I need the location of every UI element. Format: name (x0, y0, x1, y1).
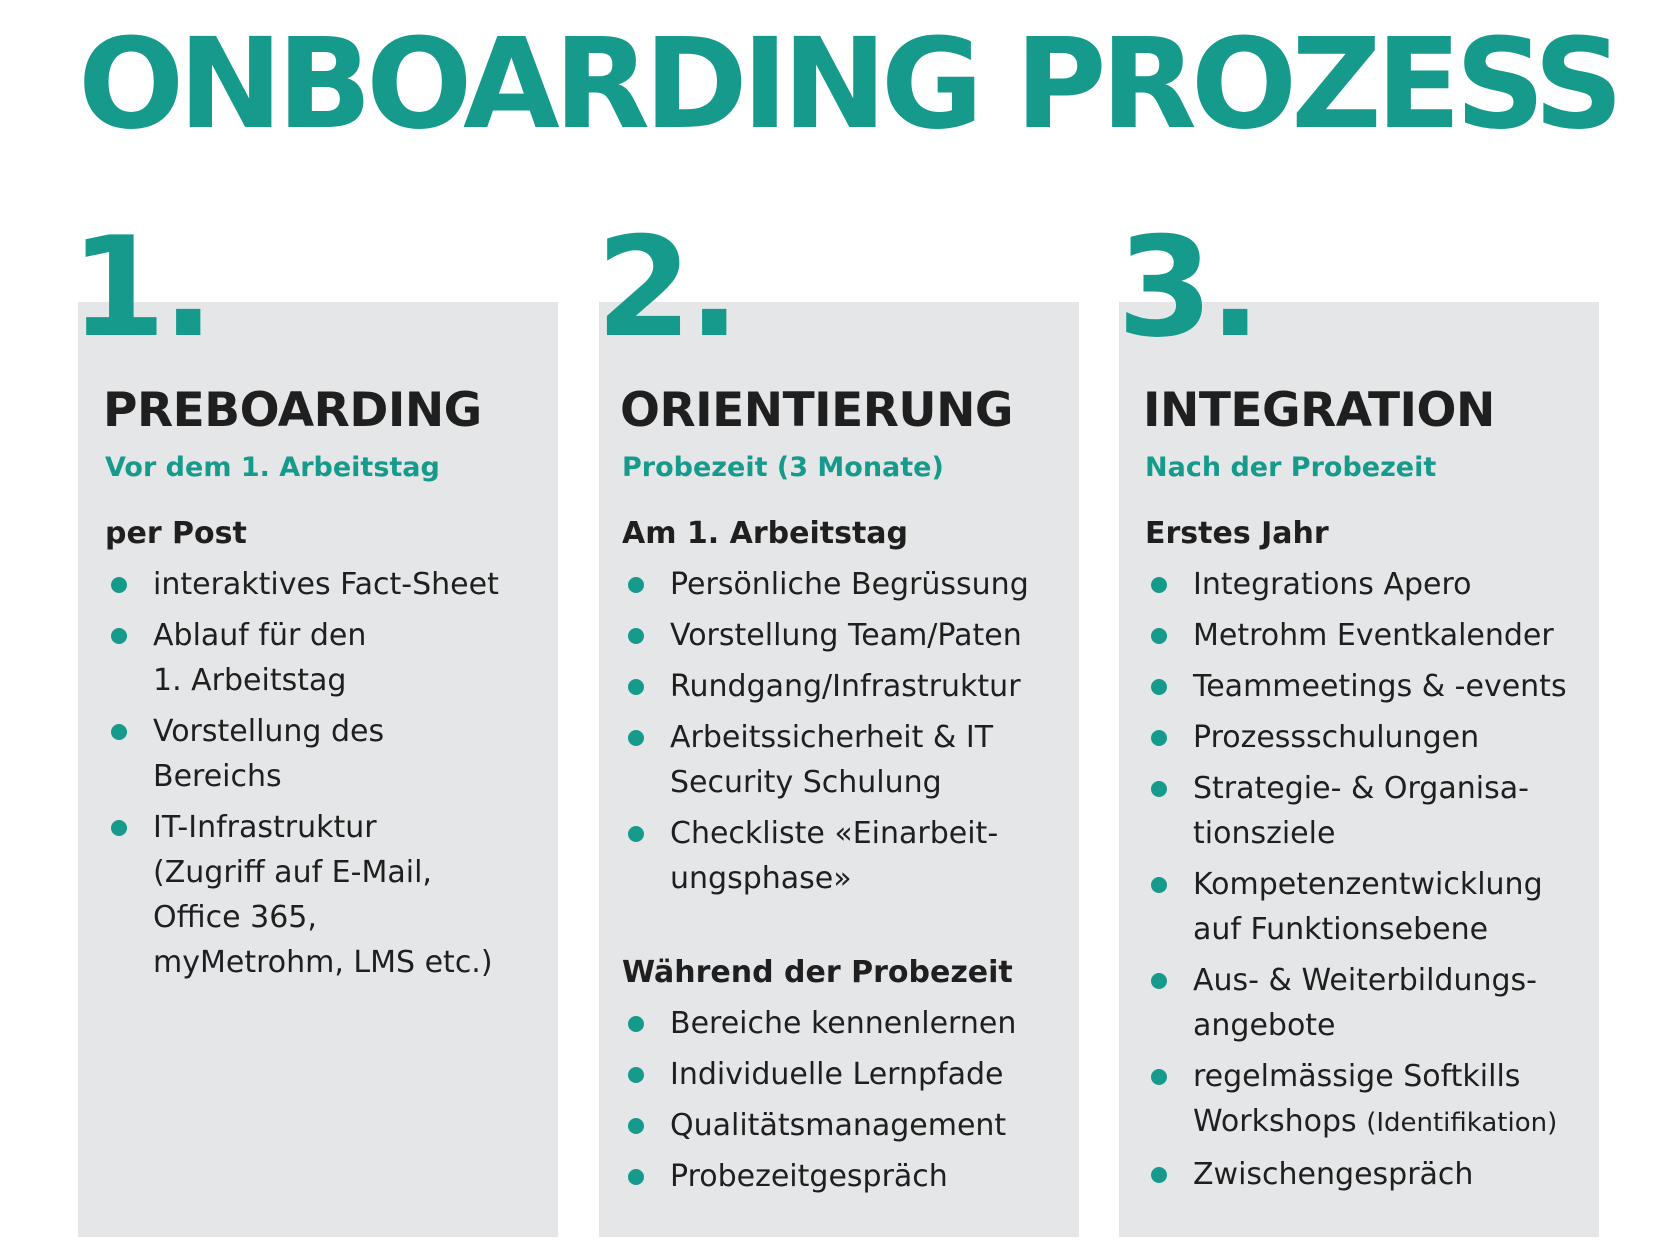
bullet-dot-icon (628, 679, 644, 695)
bullet-dot-icon (628, 628, 644, 644)
section-title: Erstes Jahr (1145, 516, 1329, 551)
list-item: Bereiche kennenlernen (622, 1001, 1080, 1046)
bullet-dot-icon (111, 577, 127, 593)
column-heading: ORIENTIERUNG (620, 383, 1013, 438)
bullet-dot-icon (1151, 628, 1167, 644)
list-item: Individuelle Lernpfade (622, 1052, 1080, 1097)
column-orientierung (620, 380, 1080, 1205)
bullet-dot-icon (628, 730, 644, 746)
column-preboarding (103, 380, 563, 991)
column-subtitle: Probezeit (3 Monate) (622, 452, 944, 483)
bullet-dot-icon (628, 1067, 644, 1083)
list-item: Kompetenzentwicklung auf Funktionsebene (1145, 862, 1603, 952)
section-title: Am 1. Arbeitstag (622, 516, 909, 551)
column-heading: PREBOARDING (103, 383, 482, 438)
list-item: Zwischengespräch (1145, 1152, 1603, 1197)
bullet-dot-icon (1151, 577, 1167, 593)
identifikation-note: (Identifikation) (1366, 1108, 1558, 1138)
bullet-dot-icon (628, 577, 644, 593)
bullet-dot-icon (1151, 730, 1167, 746)
bullet-dot-icon (1151, 877, 1167, 893)
bullet-list (1143, 562, 1603, 1197)
step-number-1: 1. (70, 207, 211, 368)
column-heading: INTEGRATION (1143, 383, 1495, 438)
list-item: Metrohm Eventkalender (1145, 613, 1603, 658)
list-item: regelmässige Softkills Workshops (Identifikation) (1145, 1054, 1603, 1146)
list-item: Integrations Apero (1145, 562, 1603, 607)
list-item: Aus- & Weiterbildungs- angebote (1145, 958, 1603, 1048)
bullet-dot-icon (1151, 781, 1167, 797)
bullet-dot-icon (1151, 1167, 1167, 1183)
list-item: IT-Infrastruktur (Zugriff auf E-Mail, Office 365, myMetrohm, LMS etc.) (105, 805, 563, 985)
list-item: Arbeitssicherheit & IT Security Schulung (622, 715, 1080, 805)
section-title: Während der Probezeit (622, 955, 1013, 990)
bullet-list (620, 1001, 1080, 1199)
step-number-2: 2. (596, 207, 737, 368)
bullet-dot-icon (111, 628, 127, 644)
list-item: Prozessschulungen (1145, 715, 1603, 760)
bullet-dot-icon (1151, 1069, 1167, 1085)
list-item: Qualitätsmanagement (622, 1103, 1080, 1148)
bullet-dot-icon (1151, 679, 1167, 695)
column-subtitle: Vor dem 1. Arbeitstag (105, 452, 440, 483)
list-item: Ablauf für den 1. Arbeitstag (105, 613, 563, 703)
section-title: per Post (105, 516, 247, 551)
column-subtitle: Nach der Probezeit (1145, 452, 1437, 483)
bullet-dot-icon (628, 1016, 644, 1032)
bullet-dot-icon (111, 724, 127, 740)
list-item: Persönliche Begrüssung (622, 562, 1080, 607)
list-item: Vorstellung Team/Paten (622, 613, 1080, 658)
list-item: Checkliste «Einarbeit- ungsphase» (622, 811, 1080, 901)
page-title: ONBOARDING PROZESS (78, 12, 1618, 157)
column-integration (1143, 380, 1603, 1203)
list-item: Rundgang/Infrastruktur (622, 664, 1080, 709)
bullet-list (620, 562, 1080, 901)
list-item: Strategie- & Organisa- tionsziele (1145, 766, 1603, 856)
bullet-dot-icon (1151, 973, 1167, 989)
bullet-dot-icon (628, 1118, 644, 1134)
list-item: Teammeetings & -events (1145, 664, 1603, 709)
bullet-dot-icon (111, 820, 127, 836)
list-item: interaktives Fact-Sheet (105, 562, 563, 607)
step-number-3: 3. (1117, 207, 1258, 368)
list-item: Probezeitgespräch (622, 1154, 1080, 1199)
list-item: Vorstellung des Bereichs (105, 709, 563, 799)
bullet-list (103, 562, 563, 985)
bullet-dot-icon (628, 826, 644, 842)
bullet-dot-icon (628, 1169, 644, 1185)
